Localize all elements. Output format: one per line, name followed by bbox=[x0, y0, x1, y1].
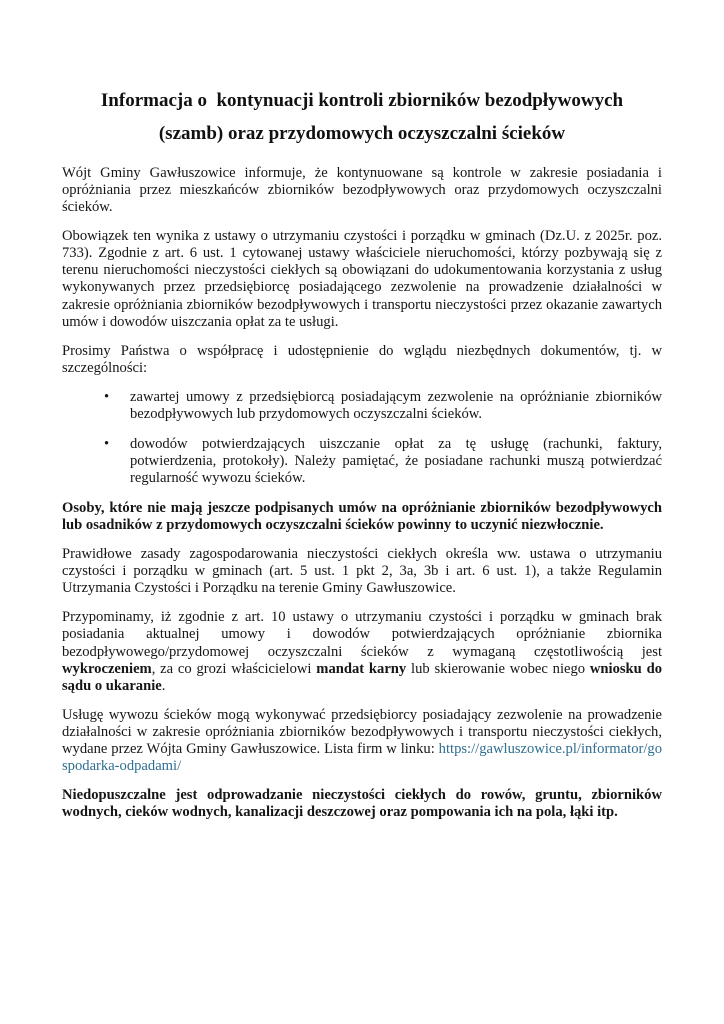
providers-text-segment: Usługę wywozu ścieków mogą wykonywać przedsiębiorcy posiadający zezwolenie na prowadzenie działalności w zakresie opróżniania zbiorników bezodpływowych i transportu nieczystości ciekłych, wydane przez Wójta Gminy Gawłuszowice. Lista firm w linku: bbox=[62, 706, 662, 757]
paragraph-request: Prosimy Państwa o współpracę i udostępnienie do wglądu niezbędnych dokumentów, tj. w szczególności: bbox=[62, 342, 662, 376]
penalty-bold-court: wniosku do sądu o ukaranie bbox=[62, 660, 663, 694]
paragraph-intro: Wójt Gminy Gawłuszowice informuje, że kontynuowane są kontrole w zakresie posiadania i opróżniania przez mieszkańców zbiorników bezodpływowych oraz przydomowych oczyszczalni ścieków. bbox=[62, 165, 662, 216]
paragraph-penalty bbox=[62, 609, 662, 694]
paragraph-prohibition: Niedopuszczalne jest odprowadzanie nieczystości ciekłych do rowów, gruntu, zbiorników wodnych, cieków wodnych, kanalizacji deszczowej oraz pompowania ich na pola, łąki itp. bbox=[62, 786, 662, 821]
penalty-text-segment: lub skierowanie wobec niego bbox=[406, 660, 590, 677]
list-item bbox=[62, 389, 662, 423]
providers-list-link[interactable]: https://gawluszowice.pl/informator/gospodarka-odpadami/ bbox=[62, 740, 662, 774]
list-item bbox=[62, 436, 662, 487]
penalty-text-segment: , za co grozi właścicielowi bbox=[151, 660, 317, 677]
document-title bbox=[62, 84, 662, 150]
paragraph-obligation: Osoby, które nie mają jeszcze podpisanych umów na opróżnianie zbiorników bezodpływowych lub osadników z przydomowych oczyszczalni ścieków powinny to uczynić niezwłocznie. bbox=[62, 500, 662, 534]
bullet-list bbox=[62, 389, 662, 487]
bullet-item-payment-proof-text: dowodów potwierdzających uiszczanie opłat za tę usługę (rachunki, faktury, potwierdzenia, protokoły). Należy pamiętać, że posiadane rachunki muszą potwierdzać regularność wywozu ścieków. bbox=[130, 435, 662, 487]
paragraph-rules: Prawidłowe zasady zagospodarowania nieczystości ciekłych określa ww. ustawa o utrzymaniu czystości i porządku w gminach (art. 5 ust. 1 pkt 2, 3a, 3b i art. 6 ust. 1), a także Regulamin Utrzymania Czystości i Porządku na terenie Gminy Gawłuszowice. bbox=[62, 546, 662, 597]
paragraph-legal-basis: Obowiązek ten wynika z ustawy o utrzymaniu czystości i porządku w gminach (Dz.U. z 2025r. poz. 733). Zgodnie z art. 6 ust. 1 cytowanej ustawy właściciele nieruchomości, którzy pozbywają się z terenu nieruchomości nieczystości ciekłych są obowiązani do udokumentowania korzystania z usług wykonywanych przez przedsiębiorcę posiadającego zezwolenie na prowadzenie działalności w zakresie opróżniania zbiorników bezodpływowych i transportu nieczystości przez okazanie zawartych umów i dowodów uiszczania opłat za te usługi. bbox=[62, 228, 662, 330]
penalty-bold-fine: mandat karny bbox=[316, 660, 407, 677]
paragraph-providers bbox=[62, 707, 662, 775]
document-title-line-2: (szamb) oraz przydomowych oczyszczalni ścieków bbox=[158, 123, 566, 145]
penalty-text-segment: Przypominamy, iż zgodnie z art. 10 ustawy o utrzymaniu czystości i porządku w gminach brak posiadania aktualnej umowy i dowodów potwierdzających opróżnianie zbiornika bezodpływowego/przydomowej oczyszczalni ścieków z wymaganą częstotliwością jest bbox=[62, 609, 662, 660]
penalty-bold-offence: wykroczeniem bbox=[62, 660, 152, 677]
bullet-item-contract-text: zawartej umowy z przedsiębiorcą posiadającym zezwolenie na opróżnianie zbiorników bezodpływowych lub przydomowych oczyszczalni ścieków. bbox=[130, 388, 662, 422]
bullet-icon: • bbox=[104, 388, 110, 405]
document-title-line-1: Informacja o kontynuacji kontroli zbiorników bezodpływowych bbox=[100, 90, 624, 111]
penalty-text-segment: . bbox=[161, 677, 166, 694]
bullet-icon: • bbox=[104, 435, 110, 452]
